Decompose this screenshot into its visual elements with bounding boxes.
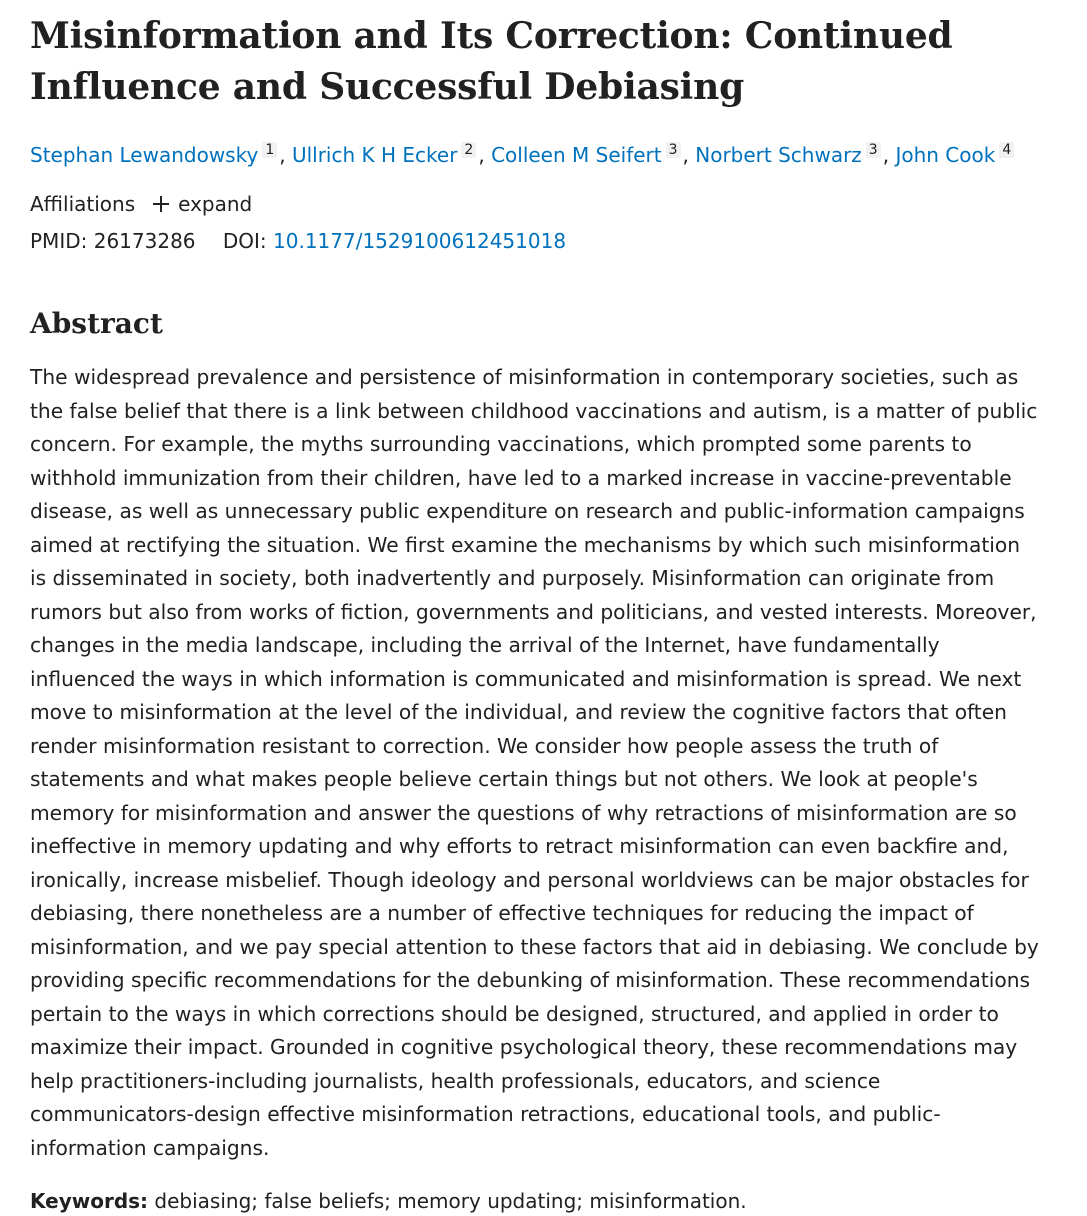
- abstract-text: The widespread prevalence and persistence of misinformation in contemporary societies, such as the false belief that there is a link between childhood vaccinations and autism, is a matter of public concern. For example, the myths surrounding vaccinations, which prompted some parents to withhold immunization from their children, have led to a marked increase in vaccine-preventable disease, as well as unnecessary public expenditure on research and public-information campaigns aimed at rectifying the situation. We first examine the mechanisms by which such misinformation is disseminated in society, both inadvertently and purposely. Misinformation can originate from rumors but also from works of fiction, governments and politicians, and vested interests. Moreover, changes in the media landscape, including the arrival of the Internet, have fundamentally influenced the ways in which information is communicated and misinformation is spread. We next move to misinformation at the level of the individual, and review the cognitive factors that often render misinformation resistant to correction. We consider how people assess the truth of statements and what makes people believe certain things but not others. We look at people's memory for misinformation and answer the questions of why retractions of misinformation are so ineffective in memory updating and why efforts to retract misinformation can even backfire and, ironically, increase misbelief. Though ideology and personal worldviews can be major obstacles for debiasing, there nonetheless are a number of effective techniques for reducing the impact of misinformation, and we pay special attention to these factors that aid in debiasing. We conclude by providing specific recommendations for the debunking of misinformation. These recommendations pertain to the ways in which corrections should be designed, structured, and applied in order to maximize their impact. Grounded in cognitive psychological theory, these recommendations may help practitioners-including journalists, health professionals, educators, and science communicators-design effective misinformation retractions, educational tools, and public-information campaigns.: [30, 365, 1039, 1160]
- author-separator: ,: [279, 143, 292, 167]
- author-separator: ,: [682, 143, 696, 167]
- affiliations-row: [30, 190, 1057, 218]
- author-separator: ,: [478, 143, 492, 167]
- doi-label: DOI:: [222, 229, 267, 253]
- doi-link[interactable]: 10.1177/1529100612451018: [273, 229, 567, 253]
- author-link[interactable]: Ullrich K H Ecker: [291, 143, 458, 167]
- keywords-row: [30, 1186, 1057, 1216]
- affiliation-marker[interactable]: 3: [666, 142, 681, 158]
- affiliation-marker[interactable]: 1: [262, 142, 277, 158]
- keywords-text: debiasing; false beliefs; memory updating; misinformation.: [154, 1189, 747, 1213]
- identifiers-row: [30, 227, 1057, 255]
- plus-icon: [153, 196, 169, 212]
- keywords-label: Keywords:: [30, 1189, 149, 1213]
- affiliation-marker[interactable]: 4: [999, 142, 1014, 158]
- affiliations-label: Affiliations: [30, 192, 136, 216]
- expand-affiliations-button[interactable]: [153, 190, 252, 218]
- affiliation-marker[interactable]: 2: [461, 142, 476, 158]
- author-link[interactable]: Colleen M Seifert: [491, 143, 662, 167]
- affiliation-marker[interactable]: 3: [866, 142, 881, 158]
- pmid-label: PMID:: [30, 229, 88, 253]
- abstract-heading: Abstract: [30, 307, 163, 340]
- expand-label: expand: [178, 192, 253, 216]
- author-separator: ,: [882, 143, 896, 167]
- author-link[interactable]: Norbert Schwarz: [695, 143, 862, 167]
- authors-list: [30, 138, 1057, 172]
- author-link[interactable]: John Cook: [895, 143, 996, 167]
- author-link[interactable]: Stephan Lewandowsky: [30, 143, 259, 167]
- pmid-value: 26173286: [93, 229, 196, 253]
- article-title: Misinformation and Its Correction: Continued Influence and Successful Debiasing: [30, 15, 953, 108]
